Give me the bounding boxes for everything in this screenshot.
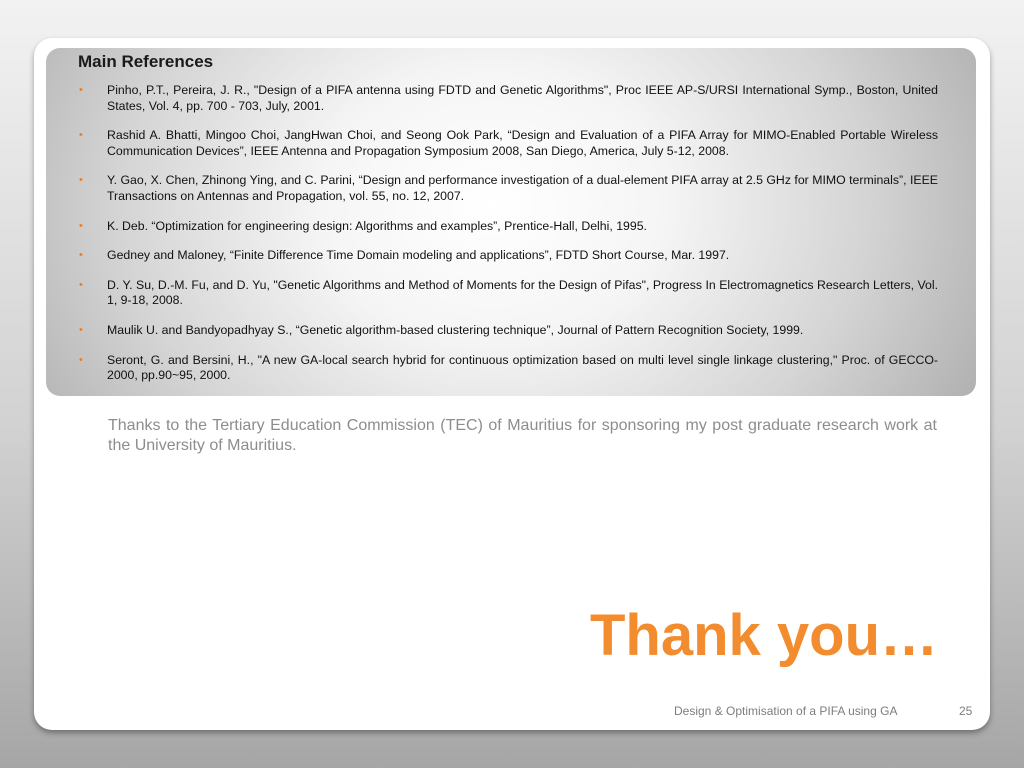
references-panel [46, 48, 976, 396]
reference-text: Pinho, P.T., Pereira, J. R., "Design of a PIFA antenna using FDTD and Genetic Algorithms", Proc IEEE AP-S/URSI International Symp., Boston, United States, Vol. 4, pp. 700 - 703, July, 2001. [107, 83, 938, 113]
reference-item [78, 323, 938, 339]
acknowledgement-text: Thanks to the Tertiary Education Commission (TEC) of Mauritius for sponsoring my post graduate research work at the University of Mauritius. [108, 417, 937, 454]
reference-text: Y. Gao, X. Chen, Zhinong Ying, and C. Parini, “Design and performance investigation of a dual-element PIFA array at 2.5 GHz for MIMO terminals”, IEEE Transactions on Antennas and Propagation, vol. 55, no. 12, 2007. [107, 173, 938, 203]
reference-text: K. Deb. “Optimization for engineering design: Algorithms and examples”, Prentice-Hall, Delhi, 1995. [107, 218, 647, 233]
reference-item [78, 248, 938, 264]
page-number: 25 [959, 704, 973, 718]
reference-item [78, 219, 938, 235]
references-heading: Main References [78, 52, 214, 71]
references-list [78, 83, 938, 384]
reference-text: Rashid A. Bhatti, Mingoo Choi, JangHwan Choi, and Seong Ook Park, “Design and Evaluation of a PIFA Array for MIMO-Enabled Portable Wireless Communication Devices”, IEEE Antenna and Propagation Symposium 2008, San Diego, America, July 5-12, 2008. [107, 128, 938, 158]
reference-item [78, 173, 938, 204]
reference-item [78, 353, 938, 384]
bullet-icon: • [79, 278, 83, 291]
footer-title: Design & Optimisation of a PIFA using GA [674, 704, 898, 718]
reference-text: Gedney and Maloney, “Finite Difference Time Domain modeling and applications”, FDTD Short Course, Mar. 1997. [107, 248, 730, 263]
bullet-icon: • [79, 249, 83, 262]
reference-item [78, 278, 938, 309]
bullet-icon: • [79, 219, 83, 232]
bullet-icon: • [79, 84, 83, 96]
reference-item [78, 83, 938, 114]
bullet-icon: • [79, 174, 83, 187]
bullet-icon: • [79, 353, 83, 366]
reference-item [78, 128, 938, 159]
slide [34, 38, 990, 730]
thank-you-title: Thank you… [589, 603, 938, 668]
reference-text: Seront, G. and Bersini, H., "A new GA-local search hybrid for continuous optimization based on multi level single linkage clustering," Proc. of GECCO-2000, pp.90~95, 2000. [107, 352, 938, 383]
bullet-icon: • [79, 129, 83, 142]
reference-text: D. Y. Su, D.-M. Fu, and D. Yu, "Genetic Algorithms and Method of Moments for the Design of Pifas", Progress In Electromagnetics Research Letters, Vol. 1, 9-18, 2008. [107, 277, 938, 308]
bullet-icon: • [79, 323, 83, 336]
reference-text: Maulik U. and Bandyopadhyay S., “Genetic algorithm-based clustering technique”, Journal of Pattern Recognition Society, 1999. [107, 322, 804, 337]
